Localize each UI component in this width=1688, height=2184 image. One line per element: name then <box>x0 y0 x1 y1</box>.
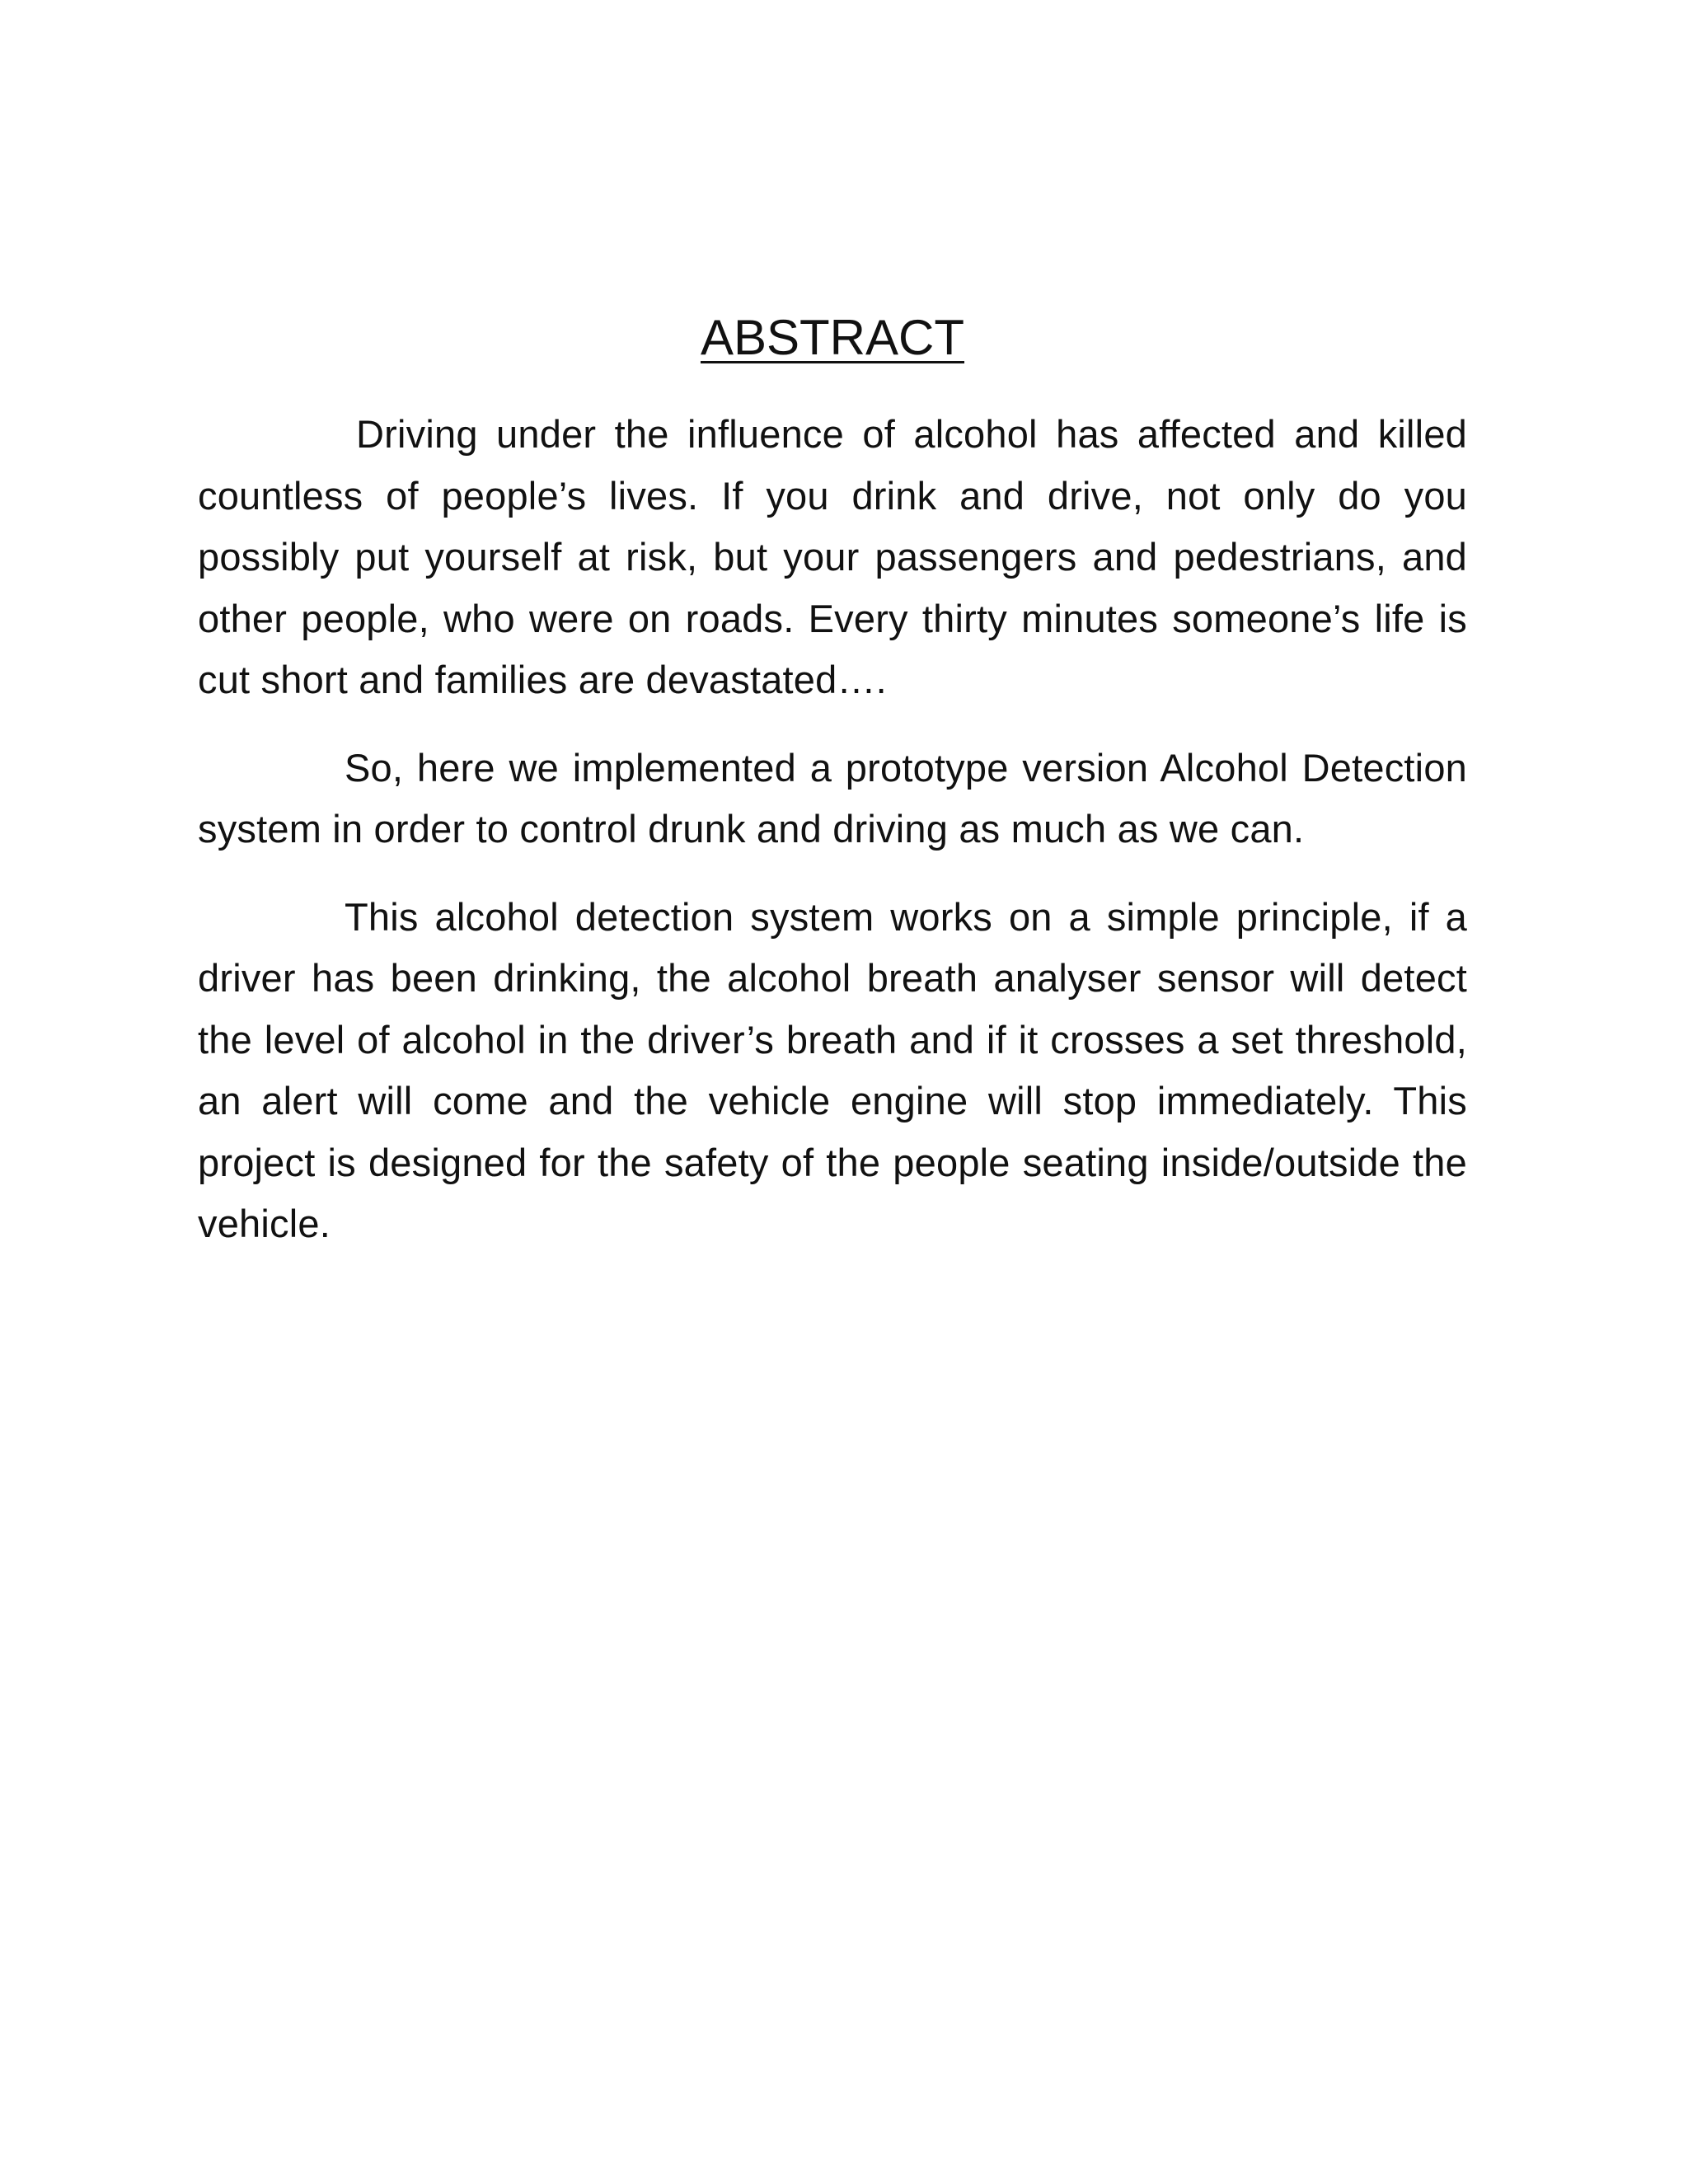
paragraph-3: This alcohol detection system works on a simple principle, if a driver has been drinking, the alcohol breath analyser sensor will detect the level of alcohol in the driver’s breath and if it crosses a set threshold, an alert will come and the vehicle engine will stop immediately. This project is designed for the safety of the people seating inside/outside the vehicle. <box>198 894 1467 1245</box>
paragraph-1: Driving under the influence of alcohol has affected and killed countless of people’s lives. If you drink and drive, not only do you possibly put yourself at risk, but your passengers and pedestrians, and other people, who were on roads. Every thirty minutes someone’s life is cut short and families are devastated…. <box>198 412 1467 701</box>
page-title: ABSTRACT <box>700 310 965 365</box>
paragraph-2: So, here we implemented a prototype version Alcohol Detection system in order to control drunk and driving as much as we can. <box>198 745 1467 851</box>
abstract-body <box>198 404 1467 1282</box>
